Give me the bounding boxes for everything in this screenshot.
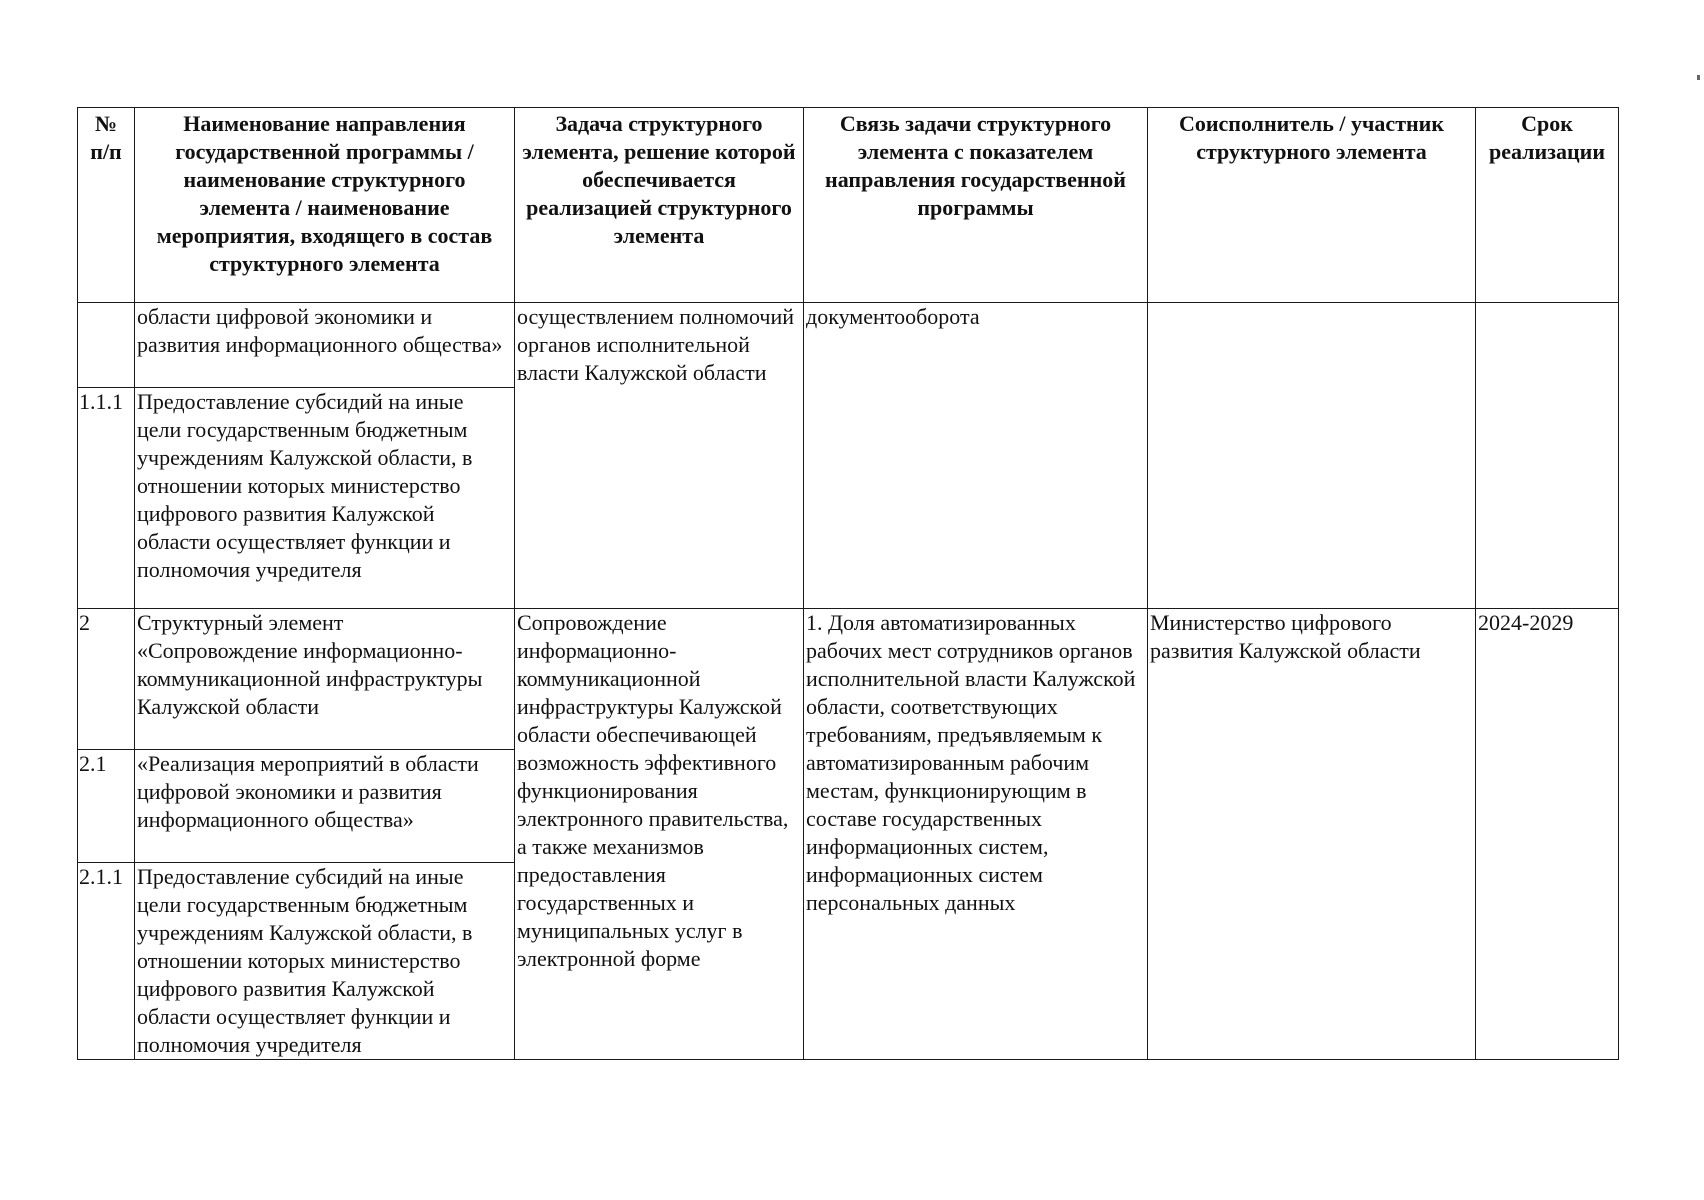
row-name: Структурный элемент «Сопровождение информационно-коммуникационной инфраструктуры Калужской области bbox=[135, 609, 515, 750]
group2-term: 2024-2029 bbox=[1476, 609, 1619, 1060]
table-header-row bbox=[78, 108, 1619, 303]
scan-edge-mark bbox=[1697, 75, 1700, 80]
header-term: Срок реализации bbox=[1476, 108, 1619, 303]
row-name: «Реализация мероприятий в области цифровой экономики и развития информационного общества» bbox=[135, 750, 515, 863]
row-name: области цифровой экономики и развития информационного общества» bbox=[135, 303, 515, 388]
group1-task: осуществлением полномочий органов исполнительной власти Калужской области bbox=[515, 303, 804, 609]
group1-term bbox=[1476, 303, 1619, 609]
row-number bbox=[78, 303, 135, 388]
group1-participant bbox=[1148, 303, 1476, 609]
header-name: Наименование направления государственной программы / наименование структурного элемента / наименование мероприятия, входящего в состав структурного элемента bbox=[135, 108, 515, 303]
row-number: 2.1 bbox=[78, 750, 135, 863]
program-table bbox=[77, 107, 1619, 1060]
row-name: Предоставление субсидий на иные цели государственным бюджетным учреждениям Калужской области, в отношении которых министерство цифрового развития Калужской области осуществляет функции и полномочия учредителя bbox=[135, 388, 515, 609]
row-number: 2 bbox=[78, 609, 135, 750]
group1-indicator-link: документооборота bbox=[804, 303, 1148, 609]
table-row bbox=[78, 609, 1619, 750]
row-number: 1.1.1 bbox=[78, 388, 135, 609]
table-row bbox=[78, 303, 1619, 388]
header-indicator-link: Связь задачи структурного элемента с показателем направления государственной программы bbox=[804, 108, 1148, 303]
group2-indicator-link: 1. Доля автоматизированных рабочих мест сотрудников органов исполнительной власти Калужской области, соответствующих требованиям, предъявляемым к автоматизированным рабочим местам, функционирующим в составе государственных информационных систем, информационных систем персональных данных bbox=[804, 609, 1148, 1060]
row-number: 2.1.1 bbox=[78, 863, 135, 1060]
group2-task: Сопровождение информационно-коммуникационной инфраструктуры Калужской области обеспечивающей возможность эффективного функционирования электронного правительства, а также механизмов предоставления государственных и муниципальных услуг в электронной форме bbox=[515, 609, 804, 1060]
row-name: Предоставление субсидий на иные цели государственным бюджетным учреждениям Калужской области, в отношении которых министерство цифрового развития Калужской области осуществляет функции и полномочия учредителя bbox=[135, 863, 515, 1060]
header-participant: Соисполнитель / участник структурного элемента bbox=[1148, 108, 1476, 303]
header-number: № п/п bbox=[78, 108, 135, 303]
group2-participant: Министерство цифрового развития Калужской области bbox=[1148, 609, 1476, 1060]
header-task: Задача структурного элемента, решение которой обеспечивается реализацией структурного элемента bbox=[515, 108, 804, 303]
